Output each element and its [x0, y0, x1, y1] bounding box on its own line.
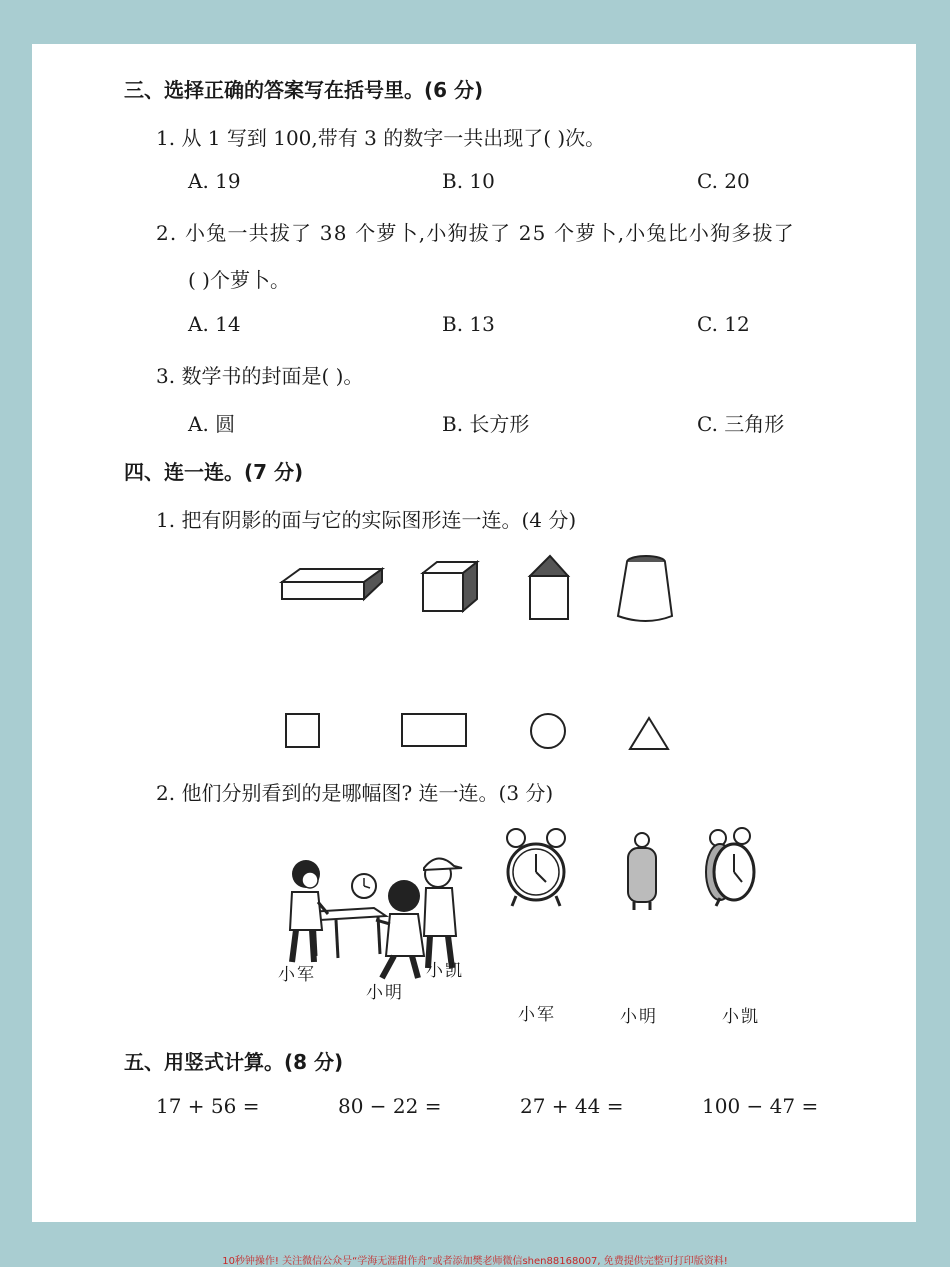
q3-option-b: B. 长方形	[442, 412, 530, 436]
clock-label-xiaokai: 小凯	[722, 1007, 760, 1027]
question-3-3: 3. 数学书的封面是( )。	[156, 364, 364, 388]
calc-problem-4: 100 − 47 =	[702, 1094, 819, 1118]
footer-promo-text: 10秒钟操作! 关注微信公众号“学海无涯甜作舟”或者添加樊老师微信shen88168007, 免费提供完整可打印版资料!	[222, 1256, 728, 1267]
section-5-title: 五、用竖式计算。(8 分)	[124, 1050, 344, 1074]
section-3-title: 三、选择正确的答案写在括号里。(6 分)	[124, 78, 484, 102]
scene-label-xiaoming: 小明	[366, 983, 404, 1003]
prism-roof-figure	[528, 554, 572, 622]
triangle-face	[629, 716, 673, 756]
question-3-1: 1. 从 1 写到 100,带有 3 的数字一共出现了( )次。	[156, 126, 606, 150]
question-3-2: 2. 小兔一共拔了 38 个萝卜,小狗拔了 25 个萝卜,小兔比小狗多拔了	[156, 221, 795, 245]
scene-label-xiaokai: 小凯	[426, 961, 464, 981]
section-4-title: 四、连一连。(7 分)	[124, 460, 304, 484]
q3-option-c: C. 三角形	[697, 412, 785, 436]
question-4-2: 2. 他们分别看到的是哪幅图? 连一连。(3 分)	[156, 781, 554, 805]
clock-label-xiaojun: 小军	[518, 1005, 556, 1025]
q2-option-b: B. 13	[442, 312, 495, 336]
q3-option-a: A. 圆	[188, 412, 236, 436]
alarm-clock-front-view	[502, 826, 572, 910]
question-3-2-cont: ( )个萝卜。	[188, 268, 290, 292]
rectangle-face	[400, 712, 468, 748]
alarm-clock-angled-view	[702, 826, 762, 910]
worksheet-page	[32, 44, 916, 1222]
q1-option-c: C. 20	[697, 169, 750, 193]
q2-option-c: C. 12	[697, 312, 750, 336]
circle-face	[529, 712, 569, 752]
cuboid-flat-figure	[280, 552, 380, 602]
square-face	[284, 712, 320, 748]
q1-option-a: A. 19	[188, 169, 241, 193]
calc-problem-1: 17 + 56 =	[156, 1094, 260, 1118]
calc-problem-2: 80 − 22 =	[338, 1094, 442, 1118]
calc-problem-3: 27 + 44 =	[520, 1094, 624, 1118]
cube-figure	[420, 558, 480, 616]
q2-option-a: A. 14	[188, 312, 241, 336]
q1-option-b: B. 10	[442, 169, 495, 193]
truncated-cone-figure	[616, 554, 676, 624]
scene-label-xiaojun: 小军	[278, 965, 316, 985]
question-4-1: 1. 把有阴影的面与它的实际图形连一连。(4 分)	[156, 508, 577, 532]
alarm-clock-side-view	[622, 832, 662, 912]
clock-label-xiaoming: 小明	[620, 1007, 658, 1027]
